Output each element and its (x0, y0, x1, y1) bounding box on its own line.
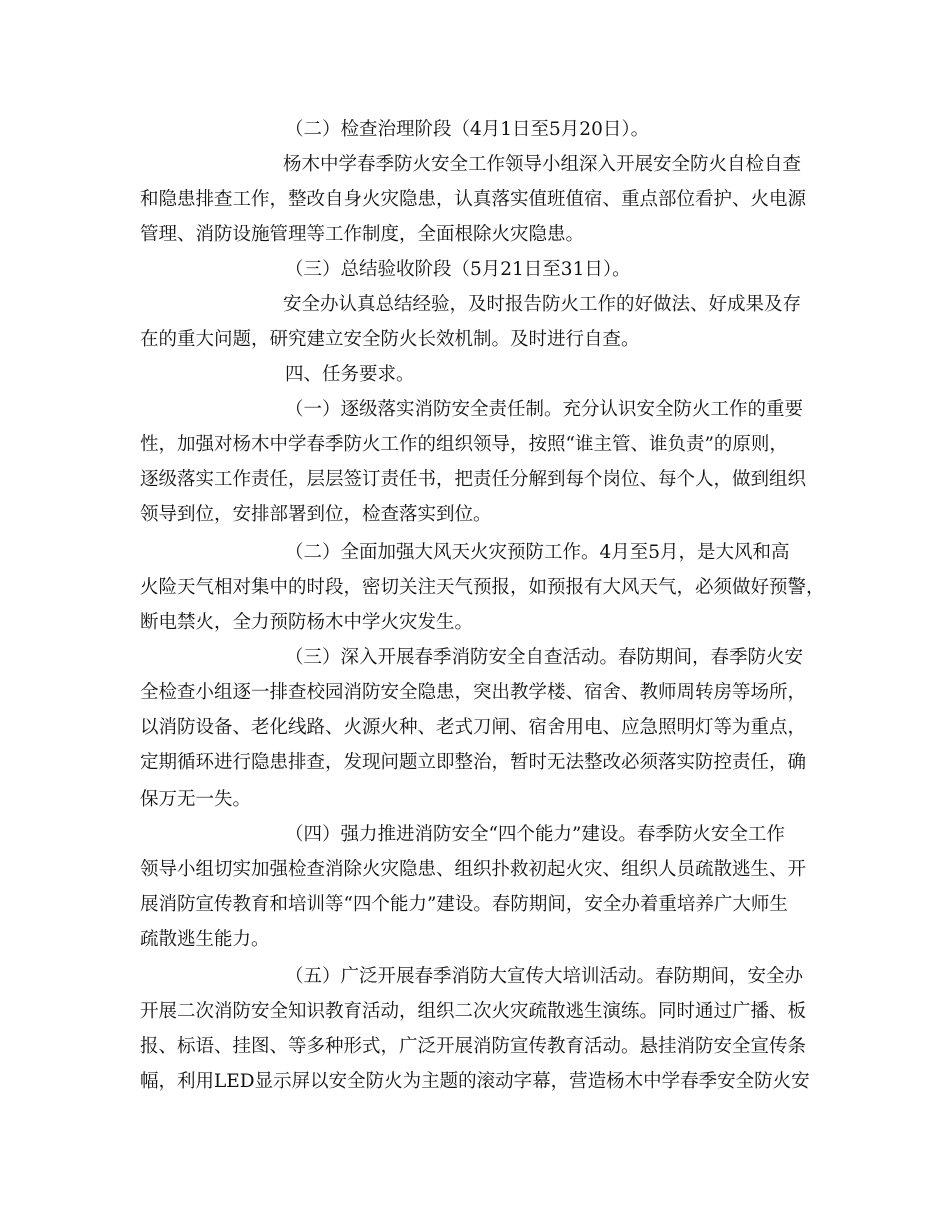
text-line: 在的重大问题，研究建立安全防火长效机制。及时进行自查。 (140, 329, 640, 350)
text-line: 管理、消防设施管理等工作制度，全面根除火灾隐患。 (140, 224, 585, 245)
text-line: 以消防设备、老化线路、火源火种、老式刀闸、宿舍用电、应急照明灯等为重点， (140, 717, 807, 738)
text-line: 领导小组切实加强检查消除火灾隐患、组织扑救初起火灾、组织人员疏散逃生、开 (140, 859, 807, 880)
text-line: （五）广泛开展春季消防大宣传大培训活动。春防期间，安全办 (285, 966, 804, 987)
text-line: （三）深入开展春季消防安全自查活动。春防期间，春季防火安 (285, 647, 804, 668)
text-line: 幅，利用LED显示屏以安全防火为主题的滚动字幕，营造杨木中学春季安全防火安 (140, 1071, 810, 1092)
text-line: 报、标语、挂图、等多种形式，广泛开展消防宣传教育活动。悬挂消防安全宣传条 (140, 1036, 807, 1057)
text-line: 定期循环进行隐患排查，发现问题立即整治，暂时无法整改必须落实防控责任，确 (140, 752, 807, 773)
text-line: 断电禁火，全力预防杨木中学火灾发生。 (140, 612, 474, 633)
text-line: 保万无一失。 (140, 789, 252, 810)
text-line: （三）总结验收阶段（5月21日至31日）。 (285, 259, 631, 280)
text-line: 开展二次消防安全知识教育活动，组织二次火灾疏散逃生演练。同时通过广播、板 (140, 1001, 807, 1022)
text-line: （一）逐级落实消防安全责任制。充分认识安全防火工作的重要 (285, 399, 804, 420)
text-line: （二）检查治理阶段（4月1日至5月20日）。 (285, 119, 650, 140)
text-line: 全检查小组逐一排查校园消防安全隐患，突出教学楼、宿舍、教师周转房等场所， (140, 682, 807, 703)
text-line: 四、任务要求。 (285, 364, 415, 385)
text-line: 杨木中学春季防火安全工作领导小组深入开展安全防火自检自查 (283, 154, 802, 175)
text-line: 性，加强对杨木中学春季防火工作的组织领导，按照“谁主管、谁负责”的原则， (140, 434, 788, 455)
text-line: 火险天气相对集中的时段，密切关注天气预报，如预报有大风天气，必须做好预警， (140, 577, 825, 598)
text-line: 和隐患排查工作，整改自身火灾隐患，认真落实值班值宿、重点部位看护、火电源 (140, 189, 807, 210)
text-line: （四）强力推进消防安全“四个能力”建设。春季防火安全工作 (285, 824, 785, 845)
text-line: 安全办认真总结经验，及时报告防火工作的好做法、好成果及存 (283, 294, 802, 315)
text-line: 展消防宣传教育和培训等“四个能力”建设。春防期间，安全办着重培养广大师生 (140, 894, 788, 915)
text-line: 逐级落实工作责任，层层签订责任书，把责任分解到每个岗位、每个人，做到组织 (140, 469, 807, 490)
text-line: 领导到位，安排部署到位，检查落实到位。 (140, 504, 492, 525)
text-line: 疏散逃生能力。 (140, 929, 270, 950)
text-line: （二）全面加强大风天火灾预防工作。4月至5月，是大风和高 (285, 542, 790, 563)
